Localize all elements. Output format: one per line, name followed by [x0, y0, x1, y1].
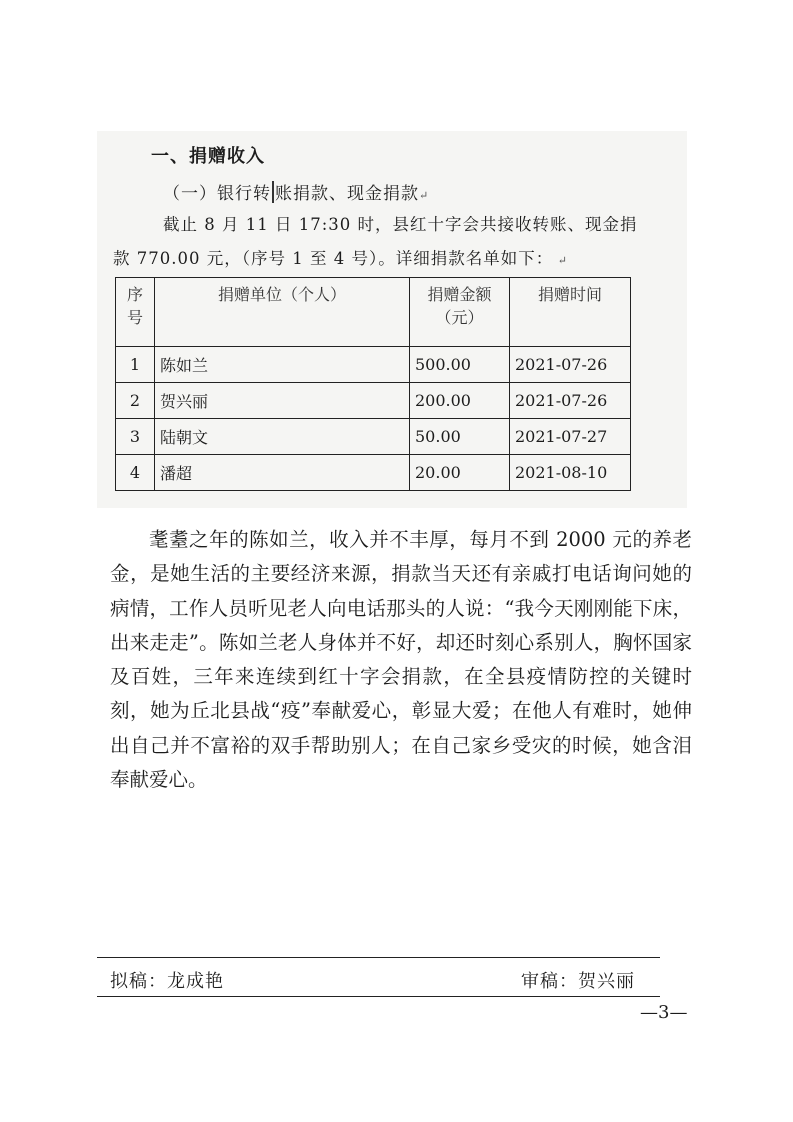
cell-amount: 500.00 — [410, 347, 510, 383]
summary-line-1: 截止 8 月 11 日 17:30 时，县红十字会共接收转账、现金捐 — [163, 215, 638, 234]
subheading-part-1: （一）银行转 — [163, 184, 271, 204]
section-heading: 一、捐赠收入 — [151, 146, 265, 167]
cell-time: 2021-08-10 — [510, 455, 631, 491]
table-header-row — [116, 278, 631, 347]
footer-rule-top — [97, 957, 660, 958]
cell-donor: 陆朝文 — [155, 419, 410, 455]
subheading — [163, 179, 429, 204]
table-row — [116, 383, 631, 419]
reviewer-label: 审稿：贺兴丽 — [521, 971, 635, 992]
footer-rule-bottom — [97, 996, 660, 997]
table-row — [116, 419, 631, 455]
cell-donor: 陈如兰 — [155, 347, 410, 383]
table-row — [116, 347, 631, 383]
cell-seq: 3 — [116, 419, 155, 455]
cell-time: 2021-07-26 — [510, 347, 631, 383]
paragraph-mark-icon: ↵ — [553, 254, 568, 267]
text-cursor — [272, 181, 274, 203]
donation-table — [115, 277, 631, 491]
page-number: —3— — [640, 1002, 688, 1023]
cell-amount: 200.00 — [410, 383, 510, 419]
paragraph-mark-icon: ↵ — [419, 189, 430, 202]
body-paragraph: 耄耋之年的陈如兰，收入并不丰厚，每月不到 2000 元的养老金，是她生活的主要经济来源，捐款当天还有亲戚打电话询问她的病情，工作人员听见老人向电话那头的人说：“我今天刚刚能下床，出来走走”。陈如兰老人身体并不好，却还时刻心系别人，胸怀国家及百姓，三年来连续到红十字会捐款，在全县疫情防控的关键时刻，她为丘北县战“疫”奉献爱心，彰显大爱；在他人有难时，她伸出自己并不富裕的双手帮助别人；在自己家乡受灾的时候，她含泪奉献爱心。 — [110, 528, 692, 792]
summary-line-2 — [113, 245, 568, 269]
cell-seq: 4 — [116, 455, 155, 491]
table-row — [116, 455, 631, 491]
cell-time: 2021-07-27 — [510, 419, 631, 455]
header-amount: 捐赠金额（元） — [410, 278, 510, 347]
cell-time: 2021-07-26 — [510, 383, 631, 419]
drafter-label: 拟稿：龙成艳 — [110, 971, 224, 992]
cell-seq: 2 — [116, 383, 155, 419]
cell-amount: 50.00 — [410, 419, 510, 455]
header-seq: 序号 — [116, 278, 155, 347]
cell-seq: 1 — [116, 347, 155, 383]
header-time: 捐赠时间 — [510, 278, 631, 347]
cell-amount: 20.00 — [410, 455, 510, 491]
cell-donor: 潘超 — [155, 455, 410, 491]
cell-donor: 贺兴丽 — [155, 383, 410, 419]
summary-line-2-text: 款 770.00 元，（序号 1 至 4 号）。详细捐款名单如下： — [113, 249, 554, 268]
header-donor: 捐赠单位（个人） — [155, 278, 410, 347]
body-text — [110, 523, 692, 797]
subheading-part-2: 账捐款、现金捐款 — [275, 184, 419, 204]
